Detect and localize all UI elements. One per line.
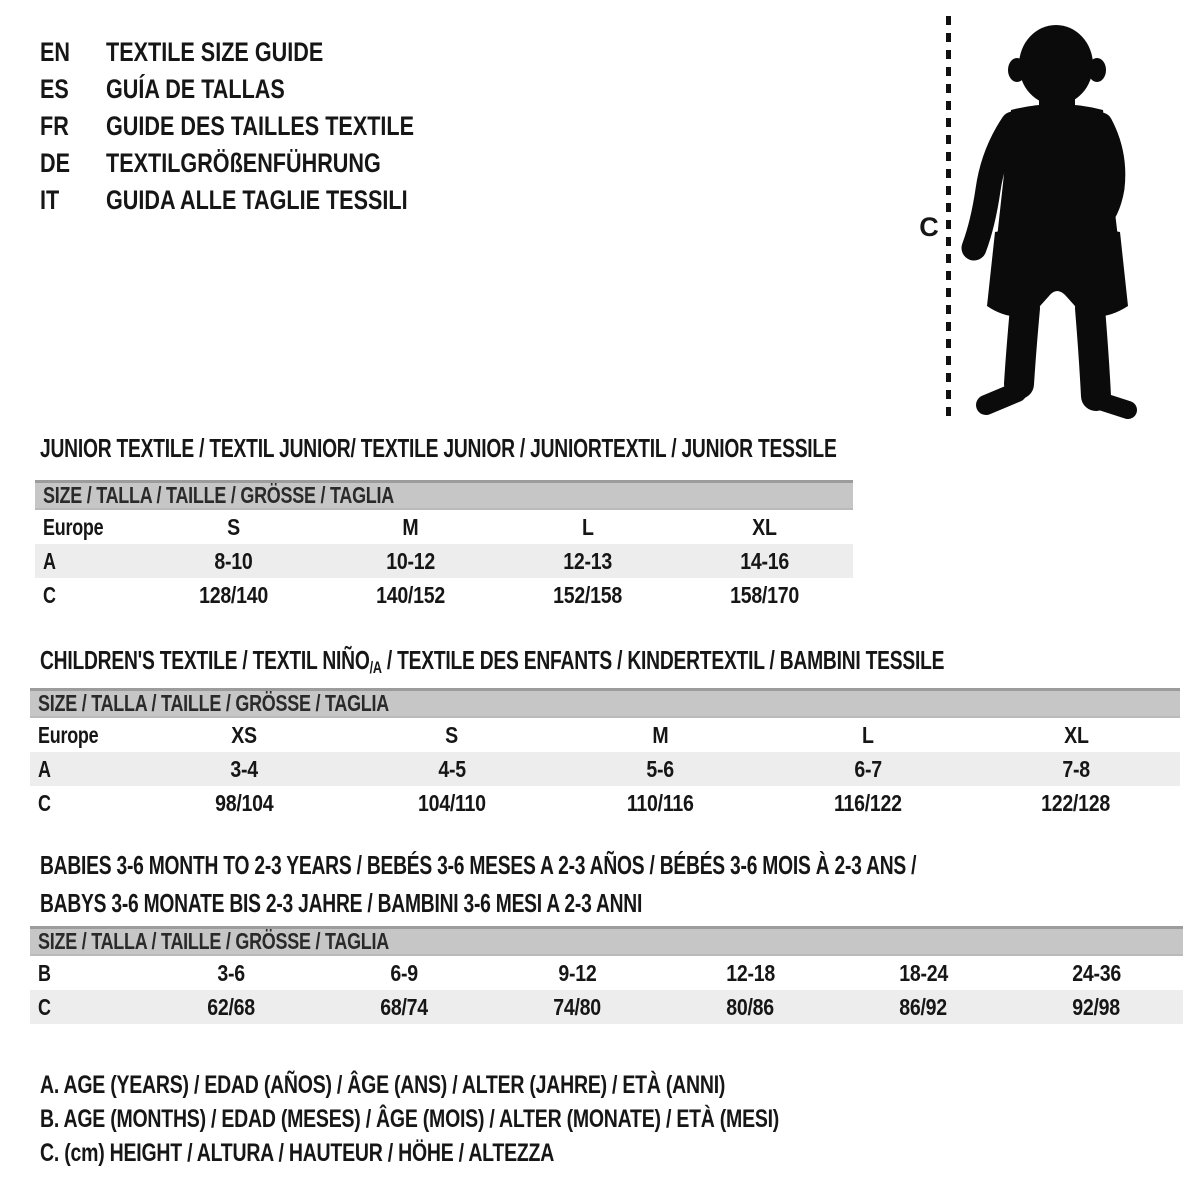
language-title-list <box>40 34 491 219</box>
height-dashed-line <box>946 16 951 418</box>
height-cell: 152/158 <box>553 582 622 608</box>
row-label: C <box>38 994 51 1020</box>
size-header-bar <box>35 480 853 510</box>
guide-title-text: GUÍA DE TALLAS <box>106 74 285 104</box>
guide-title-text: TEXTILE SIZE GUIDE <box>106 37 324 67</box>
guide-title <box>106 34 378 71</box>
babies-size-table <box>30 926 1183 1024</box>
height-cell: 128/140 <box>199 582 268 608</box>
height-cell: 122/128 <box>1041 790 1111 816</box>
age-cell: 14-16 <box>740 548 789 574</box>
language-code <box>40 34 106 71</box>
guide-title-text: GUIDA ALLE TAGLIE TESSILI <box>106 185 408 215</box>
months-cell: 9-12 <box>558 960 597 986</box>
table-row-europe <box>35 510 853 544</box>
height-cell: 80/86 <box>726 994 775 1020</box>
height-cell: 74/80 <box>553 994 602 1020</box>
table-row-age <box>35 544 853 578</box>
height-cell: 98/104 <box>214 790 274 816</box>
row-label: A <box>38 756 51 782</box>
table-row-months <box>30 956 1183 990</box>
age-cell: 6-7 <box>854 756 882 782</box>
language-row <box>40 108 491 145</box>
age-cell: 3-4 <box>230 756 258 782</box>
months-cell: 6-9 <box>390 960 419 986</box>
height-cell: 104/110 <box>418 790 486 816</box>
toddler-silhouette-icon <box>953 12 1148 420</box>
size-cell: XL <box>752 514 777 540</box>
language-code-text: DE <box>40 148 71 178</box>
size-cell: S <box>227 514 240 540</box>
height-cell: 116/122 <box>834 790 902 816</box>
size-header-text: SIZE / TALLA / TAILLE / GRÖSSE / TAGLIA <box>43 482 394 508</box>
measurement-legend <box>40 1068 988 1170</box>
language-row <box>40 145 491 182</box>
height-cell: 92/98 <box>1072 994 1121 1020</box>
height-cell: 62/68 <box>207 994 256 1020</box>
language-code-text: FR <box>40 111 69 141</box>
language-code <box>40 71 106 108</box>
language-code <box>40 182 106 219</box>
language-code-text: ES <box>40 74 69 104</box>
language-code <box>40 108 106 145</box>
row-label: C <box>38 790 51 816</box>
language-code-text: IT <box>40 185 60 215</box>
guide-title-text: TEXTILGRÖßENFÜHRUNG <box>106 148 381 178</box>
table-row-height <box>35 578 853 612</box>
months-cell: 3-6 <box>217 960 246 986</box>
months-cell: 24-36 <box>1072 960 1121 986</box>
row-label: A <box>43 548 56 574</box>
size-cell: S <box>445 722 459 748</box>
size-header-bar <box>30 926 1183 956</box>
children-size-table <box>30 688 1180 820</box>
table-row-age <box>30 752 1180 786</box>
language-code-text: EN <box>40 37 71 67</box>
language-code <box>40 145 106 182</box>
size-header-bar <box>30 688 1180 718</box>
guide-title <box>106 71 330 108</box>
age-cell: 7-8 <box>1062 756 1090 782</box>
legend-line-c: C. (cm) HEIGHT / ALTURA / HAUTEUR / HÖHE / ALTEZZA <box>40 1139 555 1167</box>
size-header-text: SIZE / TALLA / TAILLE / GRÖSSE / TAGLIA <box>38 690 389 716</box>
age-cell: 8-10 <box>214 548 253 574</box>
row-label: Europe <box>38 722 99 748</box>
height-cell: 68/74 <box>380 994 429 1020</box>
junior-size-table <box>35 480 853 612</box>
size-cell: L <box>862 722 874 748</box>
legend-line-b: B. AGE (MONTHS) / EDAD (MESES) / ÂGE (MOIS) / ALTER (MONATE) / ETÀ (MESI) <box>40 1105 780 1133</box>
junior-section-title: JUNIOR TEXTILE / TEXTIL JUNIOR/ TEXTILE JUNIOR / JUNIORTEXTIL / JUNIOR TESSILE <box>40 433 837 463</box>
height-cell: 86/92 <box>899 994 948 1020</box>
language-row <box>40 182 491 219</box>
row-label: C <box>43 582 56 608</box>
table-row-height <box>30 786 1180 820</box>
row-label: Europe <box>43 514 104 540</box>
babies-section-title-line1: BABIES 3-6 MONTH TO 2-3 YEARS / BEBÉS 3-6 MESES A 2-3 AÑOS / BÉBÉS 3-6 MOIS À 2-3 ANS / <box>40 850 917 880</box>
size-cell: M <box>402 514 419 540</box>
age-cell: 5-6 <box>646 756 674 782</box>
months-cell: 18-24 <box>899 960 948 986</box>
size-cell: XS <box>231 722 257 748</box>
guide-title-text: GUIDE DES TAILLES TEXTILE <box>106 111 415 141</box>
table-row-height <box>30 990 1183 1024</box>
guide-title <box>106 182 483 219</box>
language-row <box>40 34 491 71</box>
size-header-text: SIZE / TALLA / TAILLE / GRÖSSE / TAGLIA <box>38 928 389 954</box>
size-cell: L <box>581 514 594 540</box>
size-cell: M <box>651 722 669 748</box>
age-cell: 12-13 <box>563 548 612 574</box>
guide-title <box>106 108 491 145</box>
age-cell: 10-12 <box>386 548 435 574</box>
height-measure-label: C <box>919 212 939 242</box>
height-cell: 140/152 <box>376 582 445 608</box>
children-section-title: CHILDREN'S TEXTILE / TEXTIL NIÑO/A / TEXTILE DES ENFANTS / KINDERTEXTIL / BAMBINI TESSILE <box>40 645 945 677</box>
months-cell: 12-18 <box>726 960 775 986</box>
title-subscript: /A <box>369 658 382 677</box>
babies-section-title-line2: BABYS 3-6 MONATE BIS 2-3 JAHRE / BAMBINI 3-6 MESI A 2-3 ANNI <box>40 888 643 918</box>
language-row <box>40 71 491 108</box>
legend-line-a: A. AGE (YEARS) / EDAD (AÑOS) / ÂGE (ANS) / ALTER (JAHRE) / ETÀ (ANNI) <box>40 1071 726 1099</box>
age-cell: 4-5 <box>438 756 466 782</box>
height-cell: 158/170 <box>730 582 799 608</box>
table-row-europe <box>30 718 1180 752</box>
row-label: B <box>38 960 51 986</box>
guide-title <box>106 145 450 182</box>
size-cell: XL <box>1063 722 1089 748</box>
height-cell: 110/116 <box>626 790 694 816</box>
